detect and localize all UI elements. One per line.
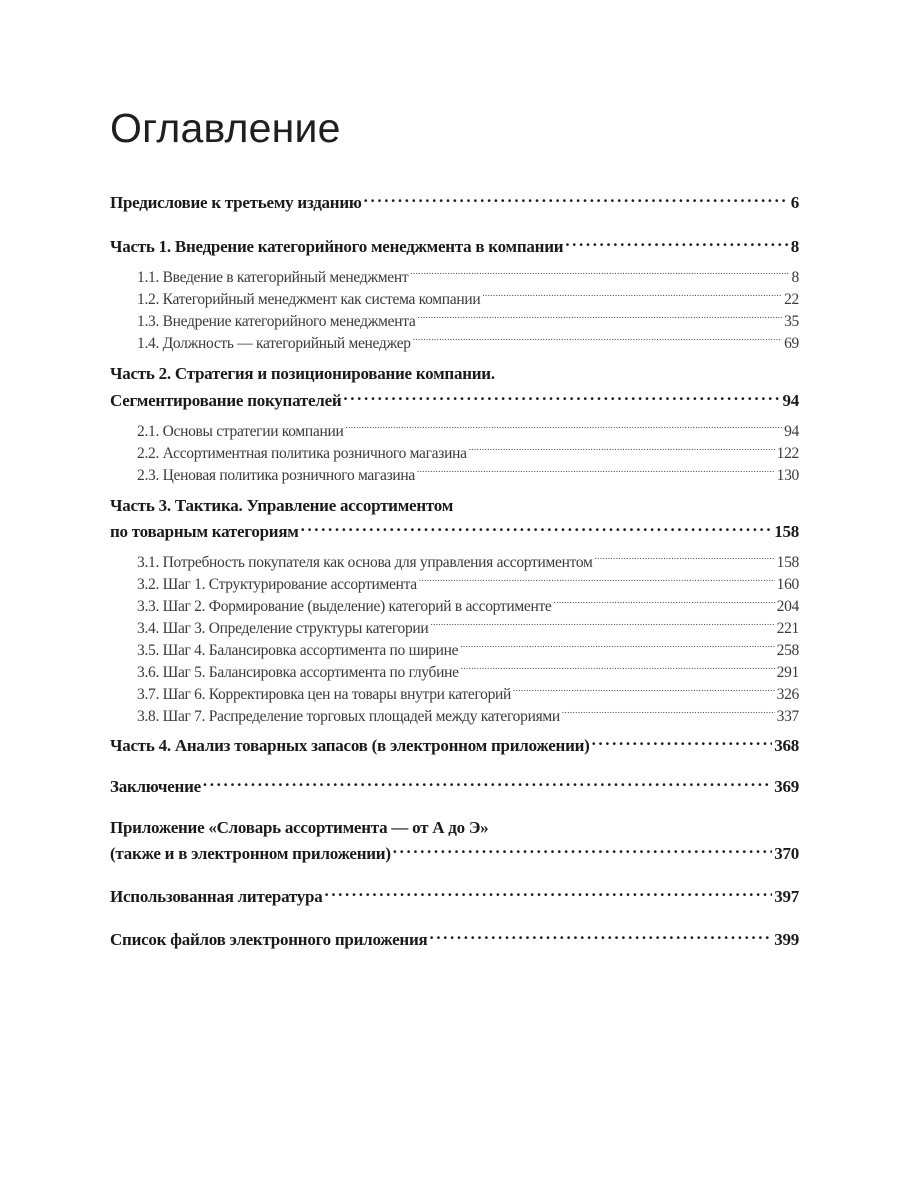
dot-leader — [461, 661, 775, 677]
toc-subentry[interactable] — [137, 573, 799, 595]
dot-leader — [301, 520, 773, 537]
toc-page-number: 258 — [776, 641, 799, 659]
dot-leader — [364, 191, 789, 208]
toc-subentry[interactable] — [137, 683, 799, 705]
toc-subentry-label: 3.6. Шаг 5. Балансировка ассортимента по глубине — [137, 663, 459, 681]
toc-subentry-label: 2.3. Ценовая политика розничного магазина — [137, 466, 415, 484]
toc-entry-part3[interactable] — [110, 520, 799, 543]
toc-entry-part2-line1[interactable] — [110, 363, 799, 385]
dot-leader — [482, 288, 782, 304]
toc-subentry[interactable] — [137, 464, 799, 486]
toc-page-number: 122 — [776, 444, 799, 462]
toc-entry-files[interactable] — [110, 928, 799, 951]
toc-subentry-label: 1.1. Введение в категорийный менеджмент — [137, 268, 409, 286]
toc-entry-part4[interactable] — [110, 734, 799, 757]
toc-subentry[interactable] — [137, 266, 799, 288]
toc-page-number: 8 — [791, 268, 799, 286]
toc-subentry-label: 3.1. Потребность покупателя как основа для управления ассортиментом — [137, 553, 593, 571]
toc-entry-part1[interactable] — [110, 235, 799, 258]
toc-page-number: 369 — [774, 777, 799, 796]
toc-entry-preface[interactable] — [110, 191, 799, 214]
dot-leader — [393, 842, 772, 859]
toc-page-number: 6 — [790, 193, 799, 212]
toc-entry-label: (также и в электронном приложении) — [110, 844, 391, 863]
toc-page-number: 130 — [776, 466, 799, 484]
toc-entry-label: Список файлов электронного приложения — [110, 930, 428, 949]
toc-subentry[interactable] — [137, 617, 799, 639]
toc-subentry-label: 3.4. Шаг 3. Определение структуры категории — [137, 619, 429, 637]
toc-subentry[interactable] — [137, 661, 799, 683]
toc-page-number: 399 — [774, 930, 799, 949]
toc-subentry[interactable] — [137, 310, 799, 332]
toc-entry-appendix[interactable] — [110, 842, 799, 865]
toc-subentry-label: 3.2. Шаг 1. Структурирование ассортимента — [137, 575, 417, 593]
toc-subentry-label: 3.5. Шаг 4. Балансировка ассортимента по ширине — [137, 641, 459, 659]
toc-entry-references[interactable] — [110, 885, 799, 908]
toc-page-number: 221 — [776, 619, 799, 637]
toc-subentry[interactable] — [137, 595, 799, 617]
dot-leader — [413, 332, 782, 348]
toc-subentry-label: 1.3. Внедрение категорийного менеджмента — [137, 312, 416, 330]
toc-subentry-label: 1.2. Категорийный менеджмент как система компании — [137, 290, 481, 308]
toc-page-number: 35 — [784, 312, 799, 330]
toc-page-number: 368 — [774, 736, 799, 755]
toc-entry-part3-line1[interactable] — [110, 495, 799, 517]
toc-entry-label: Предисловие к третьему изданию — [110, 193, 362, 212]
toc-entry-appendix-line1[interactable] — [110, 817, 799, 839]
dot-leader — [345, 420, 782, 436]
dot-leader — [469, 442, 775, 458]
toc-subentry-label: 3.7. Шаг 6. Корректировка цен на товары внутри категорий — [137, 685, 512, 703]
toc-subentry-label: 3.8. Шаг 7. Распределение торговых площадей между категориями — [137, 707, 560, 725]
toc-entry-label: Использованная литература — [110, 887, 323, 906]
toc-subentry[interactable] — [137, 551, 799, 573]
dot-leader — [203, 775, 772, 792]
dot-leader — [513, 683, 775, 699]
toc-page-number: 158 — [774, 522, 799, 541]
toc-entry-label: Часть 1. Внедрение категорийного менеджмента в компании — [110, 237, 564, 256]
toc-subentry[interactable] — [137, 639, 799, 661]
toc-entry-label: Часть 3. Тактика. Управление ассортиментом — [110, 496, 454, 515]
dot-leader — [565, 235, 788, 252]
toc-subentry[interactable] — [137, 705, 799, 727]
toc-subentry[interactable] — [137, 442, 799, 464]
dot-leader — [429, 928, 772, 945]
toc-entry-label: по товарным категориям — [110, 522, 299, 541]
toc-entry-label: Заключение — [110, 777, 201, 796]
dot-leader — [592, 734, 773, 751]
toc-subentry-label: 1.4. Должность — категорийный менеджер — [137, 334, 411, 352]
toc-subentry-label: 3.3. Шаг 2. Формирование (выделение) категорий в ассортименте — [137, 597, 552, 615]
toc-entry-label: Сегментирование покупателей — [110, 391, 342, 410]
toc-entry-label: Приложение «Словарь ассортимента — от А до Э» — [110, 818, 489, 837]
toc-entry-label: Часть 4. Анализ товарных запасов (в электронном приложении) — [110, 736, 590, 755]
toc-page-number: 8 — [790, 237, 799, 256]
toc-page-number: 397 — [774, 887, 799, 906]
dot-leader — [343, 389, 780, 406]
toc-page-number: 94 — [782, 391, 799, 410]
toc-subentry[interactable] — [137, 420, 799, 442]
dot-leader — [595, 551, 775, 567]
dot-leader — [418, 310, 783, 326]
dot-leader — [410, 266, 789, 282]
dot-leader — [562, 705, 775, 721]
toc-subentry[interactable] — [137, 332, 799, 354]
toc-subentry[interactable] — [137, 288, 799, 310]
toc-page-number: 69 — [784, 334, 799, 352]
toc-page-number: 158 — [776, 553, 799, 571]
page-title: Оглавление — [110, 105, 341, 151]
toc-subentry-label: 2.1. Основы стратегии компании — [137, 422, 344, 440]
toc-page-number: 370 — [774, 844, 799, 863]
dot-leader — [419, 573, 775, 589]
toc-page-number: 94 — [784, 422, 799, 440]
dot-leader — [417, 464, 775, 480]
toc-subentry-label: 2.2. Ассортиментная политика розничного магазина — [137, 444, 467, 462]
dot-leader — [554, 595, 775, 611]
toc-page-number: 204 — [776, 597, 799, 615]
dot-leader — [324, 885, 772, 902]
toc-page-number: 160 — [776, 575, 799, 593]
toc-entry-part2[interactable] — [110, 389, 799, 412]
dot-leader — [460, 639, 774, 655]
toc-page-number: 22 — [784, 290, 799, 308]
toc-entry-label: Часть 2. Стратегия и позиционирование компании. — [110, 364, 495, 383]
toc-page-number: 326 — [776, 685, 799, 703]
toc-entry-conclusion[interactable] — [110, 775, 799, 798]
toc-page-number: 337 — [776, 707, 799, 725]
dot-leader — [430, 617, 774, 633]
toc-page-number: 291 — [776, 663, 799, 681]
